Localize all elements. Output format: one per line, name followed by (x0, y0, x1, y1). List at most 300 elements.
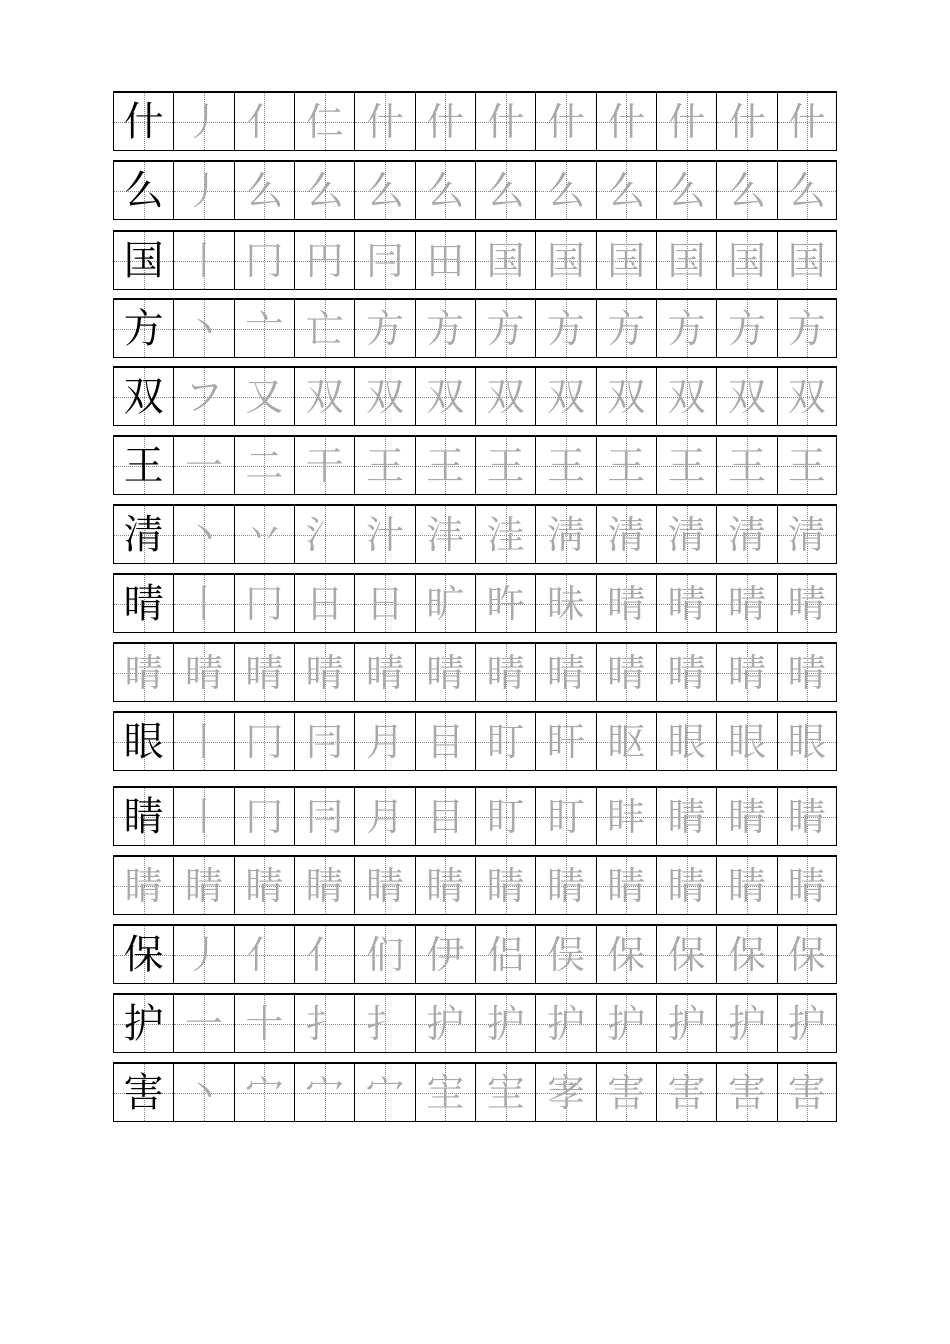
trace-cell[interactable] (234, 995, 294, 1052)
trace-cell[interactable] (173, 232, 233, 289)
trace-cell[interactable] (354, 93, 414, 150)
trace-character: 方 (607, 306, 646, 351)
trace-character: 宀 (305, 1070, 344, 1115)
trace-cell[interactable] (354, 995, 414, 1052)
trace-cell[interactable] (475, 1064, 535, 1121)
head-character: 双 (123, 373, 164, 420)
trace-character: 什 (727, 99, 766, 144)
trace-cell[interactable] (475, 93, 535, 150)
trace-cell[interactable] (294, 926, 354, 983)
trace-character: 冃 (305, 719, 344, 764)
trace-character: 国 (607, 238, 646, 283)
trace-cell[interactable] (354, 575, 414, 632)
trace-character: 护 (787, 1001, 826, 1046)
trace-cell[interactable] (716, 995, 776, 1052)
trace-cell[interactable] (656, 437, 716, 494)
trace-character: 晴 (305, 650, 344, 695)
trace-cell[interactable] (354, 644, 414, 701)
trace-cell[interactable] (415, 506, 475, 563)
trace-character: 丿 (184, 932, 223, 977)
trace-cell[interactable] (535, 232, 595, 289)
trace-character: 睛 (365, 863, 404, 908)
trace-cell[interactable] (354, 713, 414, 770)
trace-character: 双 (607, 374, 646, 419)
trace-cell[interactable] (777, 232, 837, 289)
trace-cell[interactable] (294, 437, 354, 494)
trace-cell[interactable] (777, 368, 837, 425)
trace-cell[interactable] (535, 926, 595, 983)
trace-cell[interactable] (535, 1064, 595, 1121)
trace-cell[interactable] (415, 1064, 475, 1121)
practice-row (113, 711, 837, 771)
trace-cell[interactable] (777, 713, 837, 770)
trace-cell[interactable] (234, 93, 294, 150)
trace-character: 晴 (184, 650, 223, 695)
practice-row (113, 504, 837, 564)
trace-cell[interactable] (415, 575, 475, 632)
trace-character: 什 (787, 99, 826, 144)
trace-character: 王 (426, 443, 465, 488)
head-character: 什 (123, 98, 164, 145)
trace-character: 睛 (486, 863, 525, 908)
trace-cell[interactable] (294, 232, 354, 289)
trace-cell[interactable] (535, 713, 595, 770)
trace-character: 十 (245, 1001, 284, 1046)
trace-cell[interactable] (716, 788, 776, 845)
trace-character: 冂 (245, 719, 284, 764)
practice-row (113, 91, 837, 151)
trace-character: 么 (365, 168, 404, 213)
practice-row (113, 855, 837, 915)
trace-character: 丿 (184, 99, 223, 144)
trace-cell[interactable] (777, 644, 837, 701)
trace-character: 害 (727, 1070, 766, 1115)
head-cell (113, 644, 173, 701)
trace-character: 冃 (305, 794, 344, 839)
trace-cell[interactable] (656, 232, 716, 289)
trace-cell[interactable] (596, 857, 656, 914)
trace-character: 丨 (184, 794, 223, 839)
trace-cell[interactable] (716, 93, 776, 150)
trace-cell[interactable] (656, 995, 716, 1052)
trace-character: 晴 (426, 650, 465, 695)
trace-cell[interactable] (777, 575, 837, 632)
trace-cell[interactable] (354, 1064, 414, 1121)
head-cell (113, 857, 173, 914)
trace-character: 丨 (184, 238, 223, 283)
head-cell (113, 162, 173, 219)
trace-character: 洼 (486, 512, 525, 557)
trace-cell[interactable] (777, 995, 837, 1052)
trace-cell[interactable] (234, 857, 294, 914)
trace-character: 睛 (426, 863, 465, 908)
trace-cell[interactable] (294, 713, 354, 770)
trace-cell[interactable] (173, 162, 233, 219)
trace-character: 丨 (184, 719, 223, 764)
trace-character: 害 (787, 1070, 826, 1115)
trace-character: 方 (787, 306, 826, 351)
trace-character: 氵 (305, 512, 344, 557)
trace-cell[interactable] (294, 368, 354, 425)
trace-character: 二 (245, 443, 284, 488)
trace-character: 清 (607, 512, 646, 557)
trace-cell[interactable] (294, 93, 354, 150)
trace-cell[interactable] (294, 162, 354, 219)
trace-character: 亻 (245, 932, 284, 977)
trace-character: 晴 (787, 581, 826, 626)
trace-cell[interactable] (535, 300, 595, 357)
trace-character: 么 (546, 168, 585, 213)
trace-cell[interactable] (535, 575, 595, 632)
trace-character: 什 (607, 99, 646, 144)
trace-cell[interactable] (777, 1064, 837, 1121)
trace-character: 晴 (667, 650, 706, 695)
trace-cell[interactable] (656, 575, 716, 632)
trace-cell[interactable] (294, 1064, 354, 1121)
trace-cell[interactable] (716, 575, 776, 632)
head-character: 清 (123, 511, 164, 558)
trace-cell[interactable] (234, 1064, 294, 1121)
trace-cell[interactable] (596, 713, 656, 770)
trace-character: 丨 (184, 581, 223, 626)
trace-cell[interactable] (354, 232, 414, 289)
trace-cell[interactable] (777, 162, 837, 219)
trace-cell[interactable] (777, 788, 837, 845)
trace-character: 晴 (365, 650, 404, 695)
trace-character: 双 (546, 374, 585, 419)
trace-character: 丶 (184, 1070, 223, 1115)
trace-cell[interactable] (173, 926, 233, 983)
trace-cell[interactable] (716, 300, 776, 357)
trace-cell[interactable] (173, 788, 233, 845)
trace-cell[interactable] (596, 232, 656, 289)
trace-cell[interactable] (475, 575, 535, 632)
trace-cell[interactable] (716, 644, 776, 701)
trace-cell[interactable] (656, 506, 716, 563)
trace-character: 旿 (486, 581, 525, 626)
practice-row (113, 924, 837, 984)
trace-character: 冂 (245, 581, 284, 626)
trace-cell[interactable] (475, 995, 535, 1052)
trace-cell[interactable] (716, 926, 776, 983)
practice-row (113, 993, 837, 1053)
trace-cell[interactable] (294, 300, 354, 357)
trace-cell[interactable] (173, 93, 233, 150)
trace-cell[interactable] (415, 162, 475, 219)
trace-character: 眼 (727, 719, 766, 764)
trace-cell[interactable] (415, 437, 475, 494)
trace-cell[interactable] (535, 162, 595, 219)
trace-character: 国 (546, 238, 585, 283)
trace-cell[interactable] (656, 93, 716, 150)
trace-cell[interactable] (777, 857, 837, 914)
trace-character: 方 (727, 306, 766, 351)
trace-character: 干 (305, 443, 344, 488)
trace-character: 什 (426, 99, 465, 144)
trace-cell[interactable] (475, 368, 535, 425)
trace-character: 晴 (546, 650, 585, 695)
trace-cell[interactable] (475, 788, 535, 845)
trace-character: 盰 (546, 719, 585, 764)
trace-cell[interactable] (415, 926, 475, 983)
trace-cell[interactable] (656, 162, 716, 219)
trace-character: 么 (727, 168, 766, 213)
trace-character: 什 (486, 99, 525, 144)
trace-cell[interactable] (596, 995, 656, 1052)
trace-character: 扌 (365, 1001, 404, 1046)
trace-cell[interactable] (475, 506, 535, 563)
trace-cell[interactable] (475, 232, 535, 289)
trace-cell[interactable] (596, 788, 656, 845)
trace-cell[interactable] (415, 644, 475, 701)
trace-cell[interactable] (656, 857, 716, 914)
trace-cell[interactable] (294, 644, 354, 701)
trace-character: 睛 (727, 794, 766, 839)
trace-cell[interactable] (234, 575, 294, 632)
trace-character: 仁 (305, 99, 344, 144)
trace-cell[interactable] (354, 162, 414, 219)
trace-character: 保 (727, 932, 766, 977)
trace-character: 王 (787, 443, 826, 488)
trace-character: 方 (546, 306, 585, 351)
trace-cell[interactable] (535, 857, 595, 914)
trace-cell[interactable] (716, 368, 776, 425)
trace-character: 王 (546, 443, 585, 488)
trace-cell[interactable] (475, 162, 535, 219)
trace-character: 淸 (546, 512, 585, 557)
trace-cell[interactable] (596, 575, 656, 632)
trace-cell[interactable] (777, 437, 837, 494)
trace-character: 亻 (305, 932, 344, 977)
trace-cell[interactable] (596, 506, 656, 563)
trace-character: 盯 (486, 794, 525, 839)
trace-cell[interactable] (173, 575, 233, 632)
trace-cell[interactable] (234, 437, 294, 494)
trace-character: 冂 (245, 794, 284, 839)
trace-cell[interactable] (535, 368, 595, 425)
trace-character: 冂 (245, 238, 284, 283)
trace-cell[interactable] (294, 857, 354, 914)
head-cell (113, 93, 173, 150)
trace-character: 月 (365, 794, 404, 839)
trace-cell[interactable] (596, 162, 656, 219)
head-cell (113, 437, 173, 494)
trace-cell[interactable] (354, 857, 414, 914)
trace-character: 双 (667, 374, 706, 419)
trace-character: 么 (486, 168, 525, 213)
trace-character: 亠 (245, 306, 284, 351)
trace-cell[interactable] (716, 162, 776, 219)
trace-character: 冃 (365, 238, 404, 283)
trace-cell[interactable] (475, 437, 535, 494)
head-character: 晴 (123, 580, 164, 627)
practice-row (113, 435, 837, 495)
trace-cell[interactable] (354, 506, 414, 563)
trace-cell[interactable] (656, 644, 716, 701)
trace-cell[interactable] (173, 857, 233, 914)
trace-cell[interactable] (716, 232, 776, 289)
trace-character: 盽 (607, 794, 646, 839)
head-character: 国 (123, 237, 164, 284)
trace-character: 旷 (426, 581, 465, 626)
practice-row (113, 1062, 837, 1122)
trace-character: 眍 (607, 719, 646, 764)
trace-character: 护 (546, 1001, 585, 1046)
trace-cell[interactable] (415, 93, 475, 150)
trace-character: 护 (727, 1001, 766, 1046)
trace-cell[interactable] (173, 644, 233, 701)
trace-cell[interactable] (234, 162, 294, 219)
trace-character: 侣 (486, 932, 525, 977)
trace-character: 目 (426, 794, 465, 839)
trace-cell[interactable] (294, 995, 354, 1052)
trace-character: 么 (787, 168, 826, 213)
head-character: 保 (123, 931, 164, 978)
trace-character: 方 (365, 306, 404, 351)
trace-character: 么 (426, 168, 465, 213)
trace-character: 亡 (305, 306, 344, 351)
trace-character: 护 (426, 1001, 465, 1046)
trace-character: 宔 (486, 1070, 525, 1115)
trace-cell[interactable] (475, 644, 535, 701)
trace-cell[interactable] (596, 1064, 656, 1121)
trace-cell[interactable] (535, 644, 595, 701)
head-cell (113, 506, 173, 563)
trace-cell[interactable] (777, 300, 837, 357)
head-cell (113, 788, 173, 845)
trace-cell[interactable] (777, 926, 837, 983)
trace-cell[interactable] (656, 788, 716, 845)
trace-cell[interactable] (294, 788, 354, 845)
trace-cell[interactable] (354, 437, 414, 494)
trace-character: 晴 (607, 581, 646, 626)
trace-cell[interactable] (173, 300, 233, 357)
trace-cell[interactable] (234, 506, 294, 563)
practice-row (113, 642, 837, 702)
trace-cell[interactable] (234, 232, 294, 289)
trace-cell[interactable] (777, 93, 837, 150)
trace-cell[interactable] (173, 506, 233, 563)
trace-cell[interactable] (535, 437, 595, 494)
trace-cell[interactable] (596, 300, 656, 357)
trace-cell[interactable] (656, 368, 716, 425)
trace-cell[interactable] (173, 368, 233, 425)
trace-character: 清 (727, 512, 766, 557)
head-cell (113, 926, 173, 983)
trace-cell[interactable] (415, 368, 475, 425)
trace-character: 害 (607, 1070, 646, 1115)
trace-cell[interactable] (656, 926, 716, 983)
trace-cell[interactable] (415, 995, 475, 1052)
trace-cell[interactable] (234, 368, 294, 425)
head-cell (113, 575, 173, 632)
trace-cell[interactable] (777, 506, 837, 563)
trace-character: 丿 (184, 168, 223, 213)
trace-character: 睛 (787, 863, 826, 908)
trace-cell[interactable] (596, 368, 656, 425)
trace-character: 丶 (184, 512, 223, 557)
trace-cell[interactable] (535, 995, 595, 1052)
trace-cell[interactable] (535, 506, 595, 563)
trace-cell[interactable] (535, 93, 595, 150)
trace-character: 双 (727, 374, 766, 419)
trace-cell[interactable] (475, 300, 535, 357)
trace-cell[interactable] (656, 713, 716, 770)
trace-cell[interactable] (596, 926, 656, 983)
trace-cell[interactable] (596, 93, 656, 150)
trace-character: 晴 (486, 650, 525, 695)
trace-cell[interactable] (475, 713, 535, 770)
trace-cell[interactable] (415, 857, 475, 914)
trace-character: 睛 (667, 794, 706, 839)
trace-cell[interactable] (173, 437, 233, 494)
trace-character: 俣 (546, 932, 585, 977)
trace-cell[interactable] (354, 368, 414, 425)
trace-character: 国 (787, 238, 826, 283)
trace-cell[interactable] (234, 713, 294, 770)
trace-cell[interactable] (234, 788, 294, 845)
trace-cell[interactable] (173, 713, 233, 770)
trace-cell[interactable] (415, 300, 475, 357)
trace-cell[interactable] (716, 713, 776, 770)
trace-cell[interactable] (354, 300, 414, 357)
trace-character: 么 (305, 168, 344, 213)
trace-cell[interactable] (354, 788, 414, 845)
trace-character: 方 (486, 306, 525, 351)
trace-cell[interactable] (415, 788, 475, 845)
trace-character: 眼 (667, 719, 706, 764)
trace-character: 护 (486, 1001, 525, 1046)
trace-cell[interactable] (716, 437, 776, 494)
trace-cell[interactable] (656, 1064, 716, 1121)
trace-cell[interactable] (716, 506, 776, 563)
trace-cell[interactable] (294, 506, 354, 563)
trace-character: 晴 (727, 650, 766, 695)
practice-row (113, 573, 837, 633)
trace-character: 保 (667, 932, 706, 977)
trace-character: 么 (607, 168, 646, 213)
trace-cell[interactable] (415, 232, 475, 289)
trace-cell[interactable] (475, 857, 535, 914)
head-cell (113, 1064, 173, 1121)
trace-character: 睛 (305, 863, 344, 908)
trace-character: 害 (667, 1070, 706, 1115)
trace-cell[interactable] (596, 644, 656, 701)
trace-cell[interactable] (596, 437, 656, 494)
trace-cell[interactable] (234, 926, 294, 983)
trace-cell[interactable] (173, 995, 233, 1052)
trace-cell[interactable] (234, 644, 294, 701)
trace-cell[interactable] (415, 713, 475, 770)
trace-character: 宯 (546, 1070, 585, 1115)
trace-cell[interactable] (354, 926, 414, 983)
trace-cell[interactable] (173, 1064, 233, 1121)
trace-cell[interactable] (716, 1064, 776, 1121)
trace-cell[interactable] (294, 575, 354, 632)
trace-cell[interactable] (656, 300, 716, 357)
trace-cell[interactable] (535, 788, 595, 845)
trace-character: 国 (486, 238, 525, 283)
trace-character: 什 (546, 99, 585, 144)
trace-cell[interactable] (716, 857, 776, 914)
trace-character: 方 (426, 306, 465, 351)
trace-character: 丶 (184, 306, 223, 351)
trace-character: 国 (667, 238, 706, 283)
trace-cell[interactable] (234, 300, 294, 357)
practice-row (113, 160, 837, 220)
head-character: 么 (123, 167, 164, 214)
trace-cell[interactable] (475, 926, 535, 983)
